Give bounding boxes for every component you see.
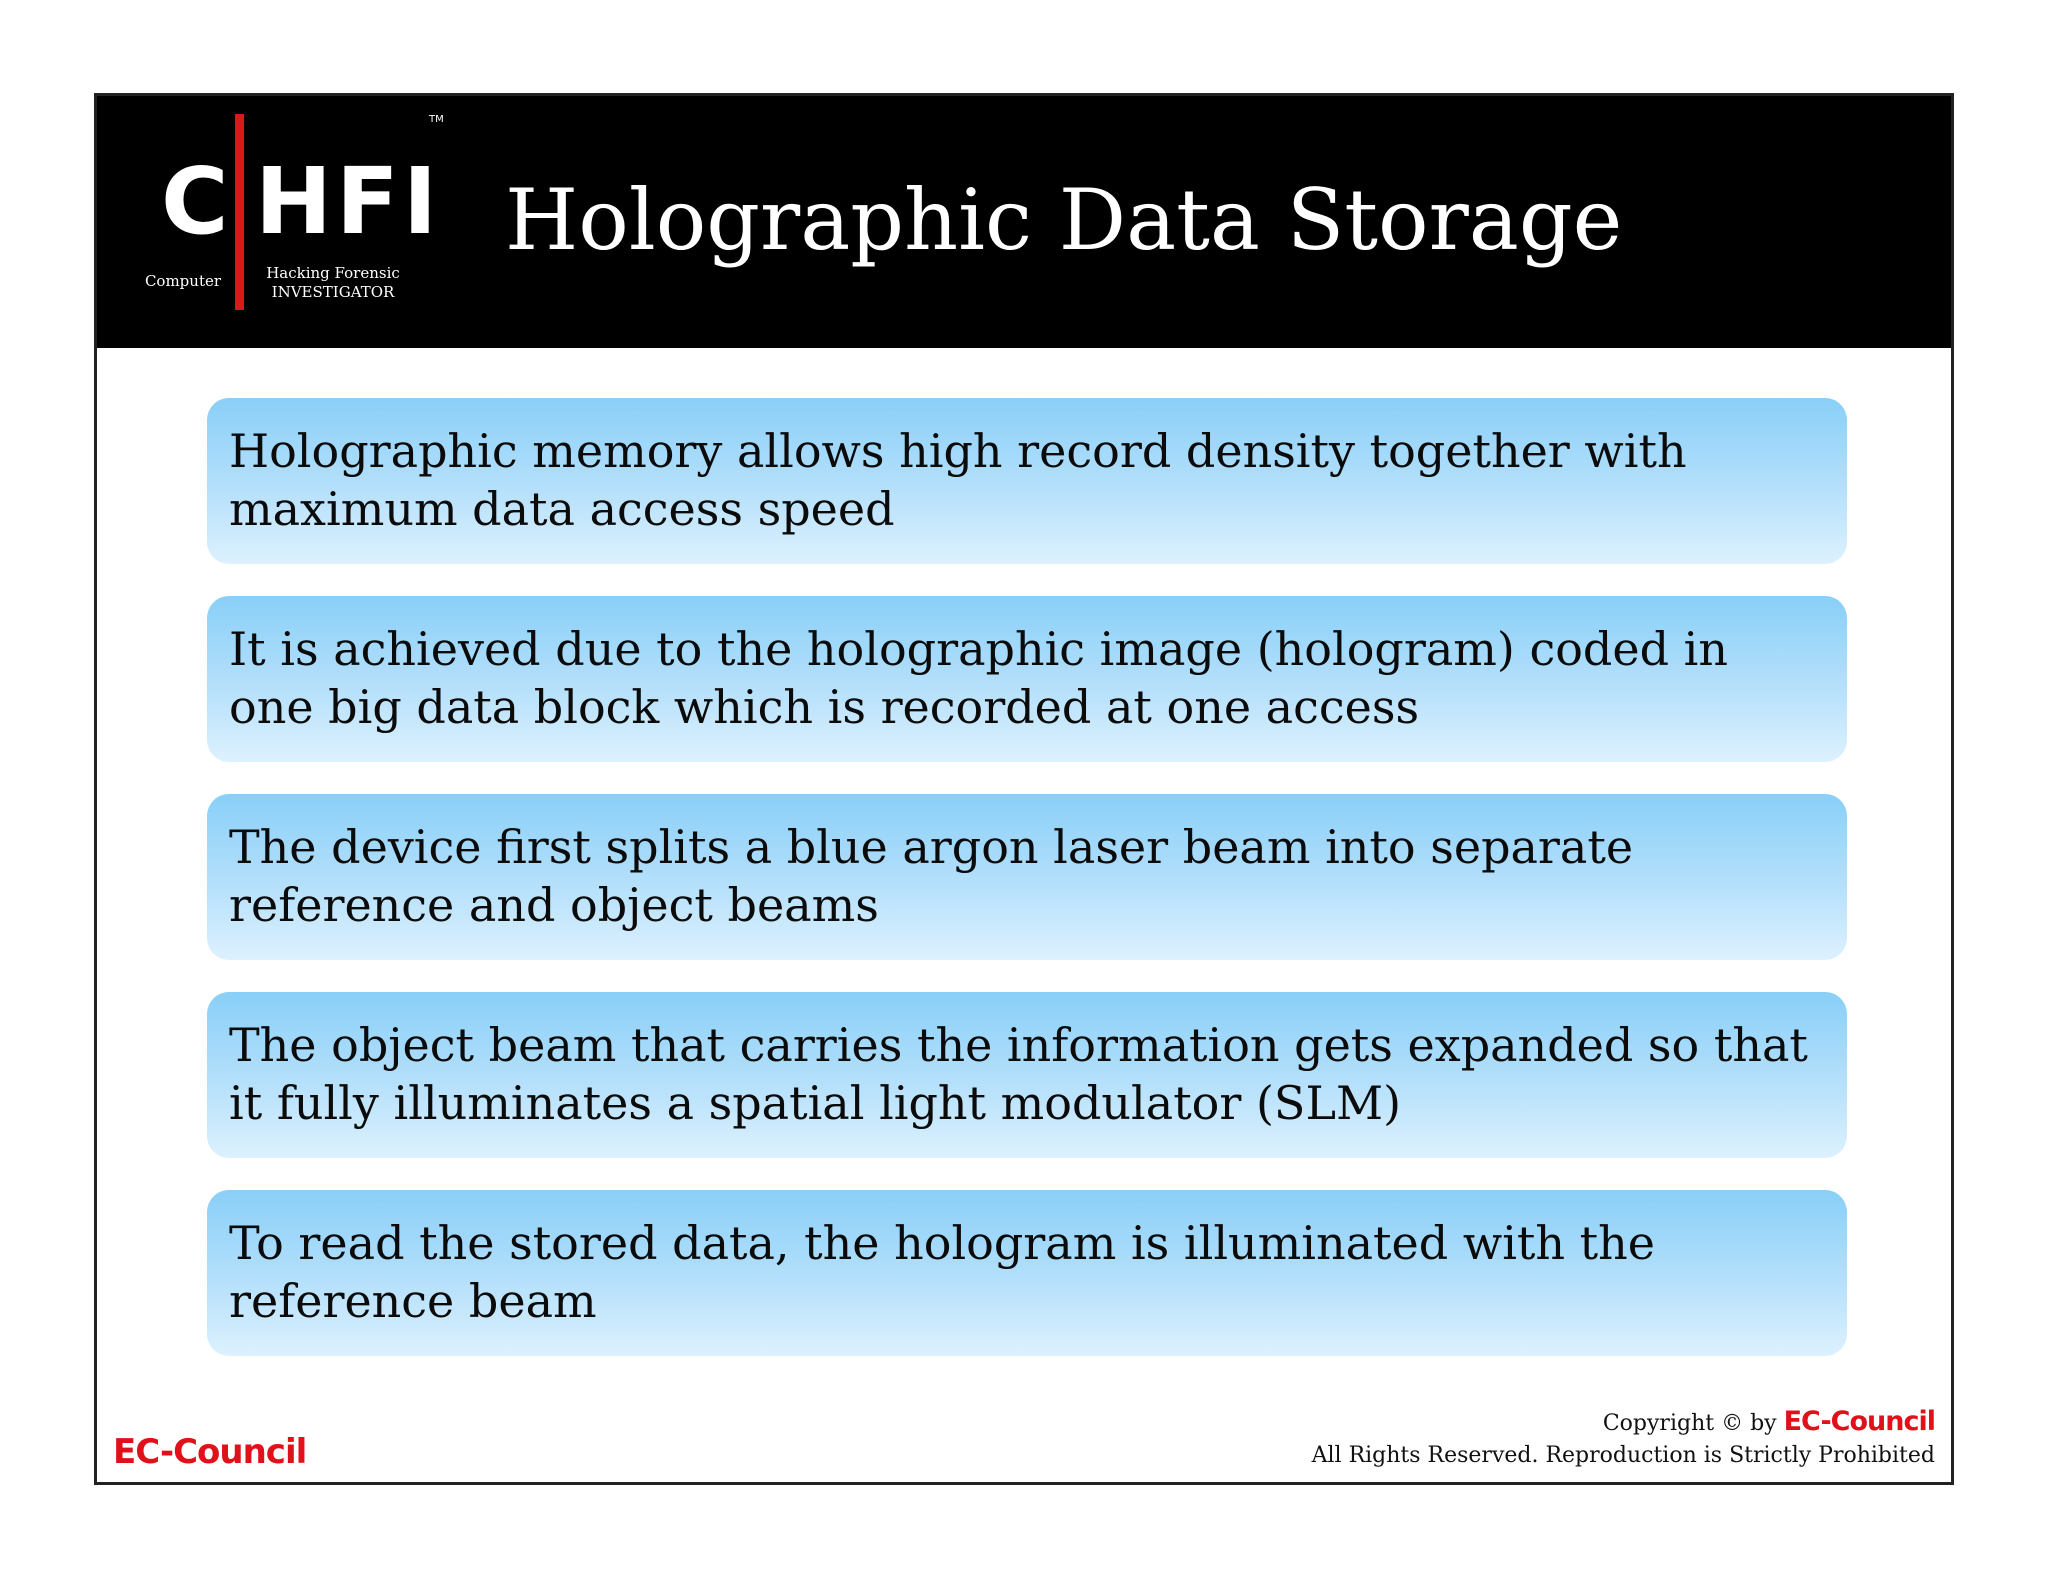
logo-word-computer: Computer xyxy=(144,272,222,290)
copyright-brand: EC-Council xyxy=(1783,1406,1935,1437)
slide-title: Holographic Data Storage xyxy=(505,171,1623,269)
ec-council-footer-logo: EC-Council xyxy=(113,1432,307,1472)
bullet-card-2 xyxy=(207,596,1847,762)
bullet-text-3: The device first splits a blue argon laser beam into separate reference and object beams xyxy=(229,820,1634,932)
bullet-text-2: It is achieved due to the holographic image (hologram) coded in one big data block which is recorded at one access xyxy=(229,622,1728,734)
bullet-text-1: Holographic memory allows high record density together with maximum data access speed xyxy=(229,424,1687,536)
copyright-line xyxy=(1312,1406,1935,1440)
logo-subtitle-line2: INVESTIGATOR xyxy=(271,283,395,301)
copyright-notice xyxy=(1312,1406,1935,1472)
copyright-prefix: Copyright © by xyxy=(1602,1411,1777,1436)
rights-line: All Rights Reserved. Reproduction is Strictly Prohibited xyxy=(1311,1443,1935,1468)
logo-red-bar xyxy=(235,114,244,310)
bullet-list xyxy=(207,398,1847,1388)
logo-letter-c: C xyxy=(161,148,229,255)
logo-subtitle xyxy=(255,264,411,302)
bullet-card-3 xyxy=(207,794,1847,960)
bullet-card-4 xyxy=(207,992,1847,1158)
bullet-card-5 xyxy=(207,1190,1847,1356)
logo-trademark: TM xyxy=(429,114,444,125)
slide xyxy=(94,93,1954,1485)
logo-letters-hfi: HFI xyxy=(255,148,442,255)
logo-subtitle-line1: Hacking Forensic xyxy=(266,264,400,282)
header-bar xyxy=(97,96,1951,348)
chfi-logo xyxy=(137,114,447,329)
bullet-card-1 xyxy=(207,398,1847,564)
bullet-text-5: To read the stored data, the hologram is illuminated with the reference beam xyxy=(229,1216,1655,1328)
bullet-text-4: The object beam that carries the information gets expanded so that it fully illuminates a spatial light modulator (SLM) xyxy=(229,1018,1808,1130)
